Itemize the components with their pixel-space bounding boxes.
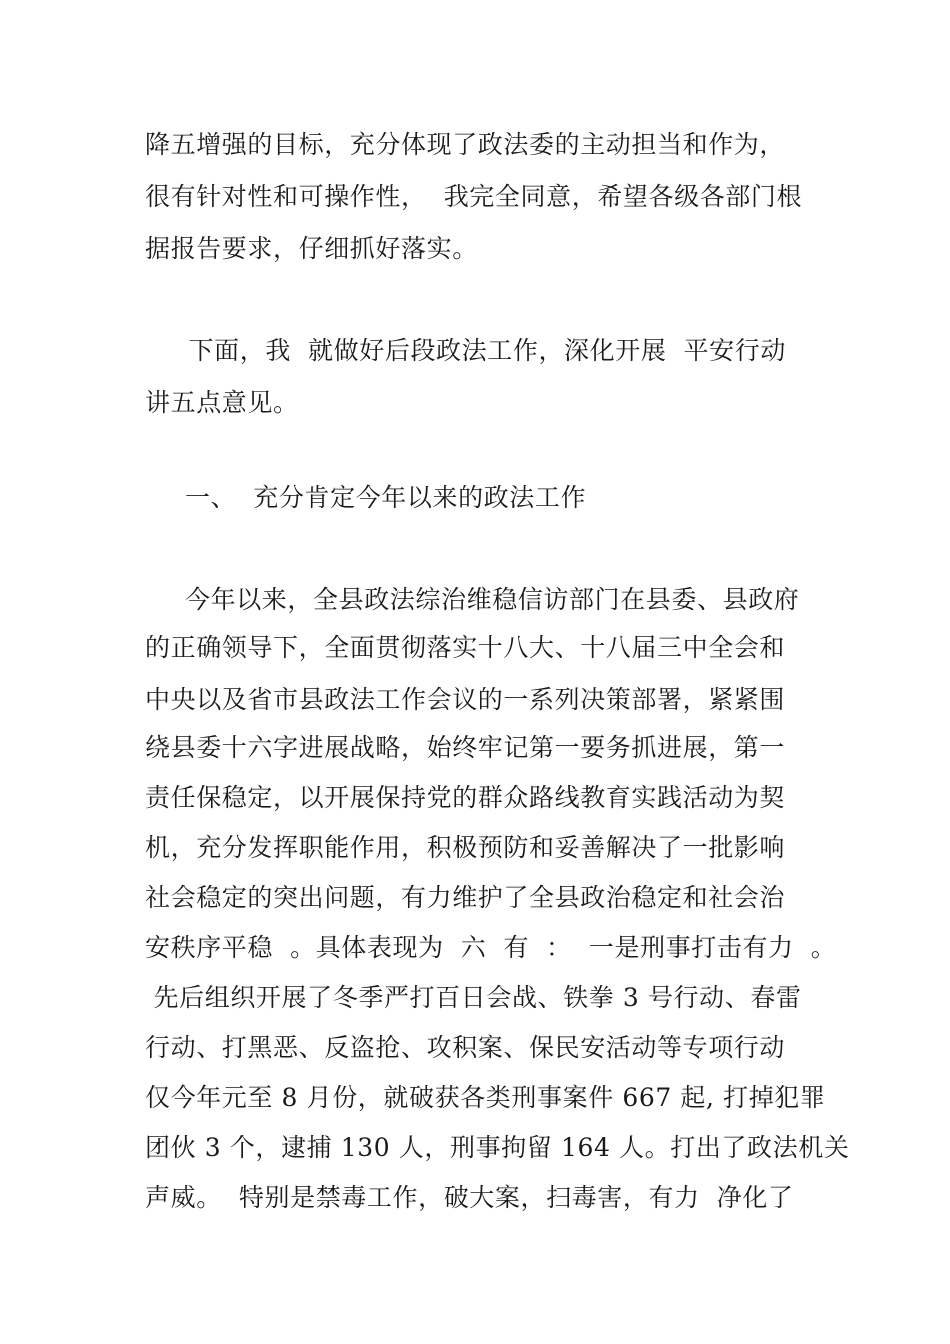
paragraph-line: 声威。 特别是禁毒工作，破大案，扫毒害，有力 净化了 [145, 1183, 794, 1212]
paragraph-line: 安秩序平稳 。具体表现为 六 有 ： 一是刑事打击有力 。 [145, 933, 837, 962]
section-heading: 一、 充分肯定今年以来的政法工作 [185, 483, 587, 512]
paragraph-line: 先后组织开展了冬季严打百日会战、铁拳 3 号行动、春雷 [145, 983, 802, 1012]
paragraph-line: 今年以来，全县政法综治维稳信访部门在县委、县政府 [185, 585, 800, 614]
paragraph-line: 的正确领导下，全面贯彻落实十八大、十八届三中全会和 [145, 633, 786, 662]
paragraph-line: 行动、打黑恶、反盗抢、攻积案、保民安活动等专项行动 [145, 1033, 786, 1062]
paragraph-line: 很有针对性和可操作性， 我完全同意，希望各级各部门根 [145, 182, 803, 211]
paragraph-line: 仅今年元至 8 月份，就破获各类刑事案件 667 起, 打掉犯罪 [145, 1083, 826, 1112]
paragraph-line: 绕县委十六字进展战略，始终牢记第一要务抓进展，第一 [145, 733, 786, 762]
paragraph-line: 机，充分发挥职能作用，积极预防和妥善解决了一批影响 [145, 833, 786, 862]
paragraph-line: 社会稳定的突出问题，有力维护了全县政治稳定和社会治 [145, 883, 786, 912]
paragraph-line: 中央以及省市县政法工作会议的一系列决策部署，紧紧围 [145, 685, 786, 714]
paragraph-line: 讲五点意见。 [145, 388, 299, 417]
paragraph-line: 降五增强的目标，充分体现了政法委的主动担当和作为， [145, 130, 786, 159]
paragraph-line: 下面，我 就做好后段政法工作，深化开展 平安行动 [180, 336, 786, 365]
paragraph-line: 责任保稳定，以开展保持党的群众路线教育实践活动为契 [145, 783, 786, 812]
paragraph-line: 据报告要求，仔细抓好落实。 [145, 234, 478, 263]
paragraph-line: 团伙 3 个，逮捕 130 人，刑事拘留 164 人。打出了政法机关 [145, 1133, 850, 1162]
